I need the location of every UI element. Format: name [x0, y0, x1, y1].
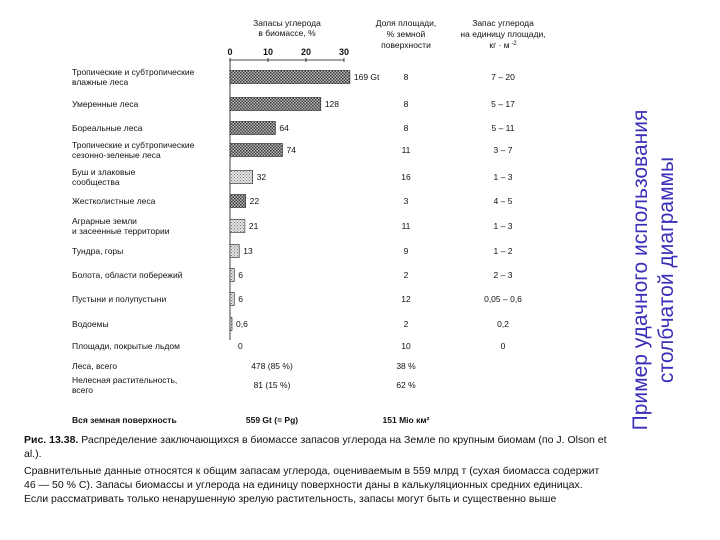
x-tick-label: 10: [262, 47, 274, 57]
figure-label: Рис. 13.38.: [24, 434, 79, 446]
row-label: Тропические и субтропические: [72, 140, 195, 150]
bar-value-label: 32: [256, 172, 267, 182]
bar-value-label: 6: [238, 294, 243, 304]
carbon-bar: [230, 318, 232, 331]
area-share-header: поверхности: [381, 40, 431, 50]
bar-value-label: 74: [286, 145, 296, 155]
carbon-density-value: 1 – 2: [493, 246, 513, 256]
side-title-line-1: Пример удачного использования: [629, 109, 652, 431]
row-label: влажные леса: [72, 77, 129, 87]
x-tick-label: 30: [338, 47, 350, 57]
slide-side-title: [628, 10, 688, 530]
bar-value-label: 0,6: [236, 319, 248, 329]
summary-area-share: 38 %: [396, 361, 416, 371]
carbon-density-value: 5 – 17: [491, 99, 515, 109]
row-label: Жестколистные леса: [72, 196, 156, 206]
area-share-header: Доля площади,: [375, 18, 437, 28]
figure-caption: [24, 433, 609, 509]
summary-carbon: 81 (15 %): [253, 380, 291, 390]
area-share-value: 8: [403, 99, 409, 109]
carbon-density-value: 0: [500, 341, 506, 351]
carbon-density-value: 2 – 3: [493, 270, 513, 280]
side-title-line-2: столбчатой диаграммы: [655, 156, 678, 384]
carbon-bar: [230, 98, 321, 111]
carbon-density-value: 0,2: [497, 319, 509, 329]
row-label: Аграрные земли: [72, 216, 137, 226]
row-label: Болота, области побережий: [72, 270, 183, 280]
carbon-bar: [230, 71, 350, 84]
row-label: Тундра, горы: [72, 246, 124, 256]
area-share-header: % земной: [386, 29, 426, 39]
figure-title: Распределение заключающихся в биомассе запасов углерода на Земле по крупным биомам (по J. Olson et al.).: [24, 434, 607, 460]
summary-area-share: 62 %: [396, 380, 416, 390]
carbon-bar: [230, 122, 275, 135]
carbon-density-value: 0,05 – 0,6: [484, 294, 522, 304]
area-share-value: 11: [401, 221, 411, 231]
area-share-value: 3: [403, 196, 409, 206]
axis-title: в биомассе, %: [258, 28, 316, 38]
summary-label: Вся земная поверхность: [72, 415, 177, 425]
bar-value-label: 22: [249, 196, 260, 206]
area-share-value: 11: [401, 145, 411, 155]
bar-value-label: 0: [238, 341, 243, 351]
area-share-value: 9: [403, 246, 409, 256]
area-share-value: 12: [401, 294, 411, 304]
carbon-bar: [230, 171, 253, 184]
row-label: Тропические и субтропические: [72, 67, 195, 77]
carbon-bar: [230, 245, 239, 258]
x-tick-label: 0: [227, 47, 233, 57]
summary-carbon: 559 Gt (= Pg): [245, 415, 299, 425]
carbon-density-header: Запас углерода: [472, 18, 534, 28]
axis-title: Запасы углерода: [253, 18, 321, 28]
carbon-bar: [230, 220, 245, 233]
summary-label: Леса, всего: [72, 361, 118, 371]
row-label: Пустыни и полупустыни: [72, 294, 167, 304]
bar-value-label: 64: [279, 123, 289, 133]
bar-value-label: 128: [324, 99, 340, 109]
carbon-density-header: кг · м $^{-2}$: [489, 40, 517, 50]
row-label: сезонно-зеленые леса: [72, 150, 161, 160]
carbon-density-value: 1 – 3: [493, 221, 513, 231]
summary-label: Нелесная растительность,: [72, 375, 178, 385]
summary-label: всего: [72, 385, 94, 395]
carbon-bar: [230, 269, 234, 282]
bar-value-label: 21: [248, 221, 259, 231]
carbon-density-header: на единицу площади,: [460, 29, 546, 39]
area-share-value: 2: [403, 270, 409, 280]
carbon-density-value: 1 – 3: [493, 172, 513, 182]
carbon-density-value: 4 – 5: [493, 196, 513, 206]
row-label: Бореальные леса: [72, 123, 143, 133]
figure-note: Сравнительные данные относятся к общим запасам углерода, оцениваемым в 559 млрд т (сухая биомасса содержит 46 — 50 % С). Запасы биомассы и углерода на единицу поверхности даны в калькуляционных средних единицах. Если рассматривать только ненарушенную зрелую растительность, запасы могут быть и существенно выше: [24, 465, 600, 505]
summary-area-share: 151 Mio км²: [382, 415, 430, 425]
carbon-density-value: 3 – 7: [493, 145, 513, 155]
row-label: Умеренные леса: [72, 99, 139, 109]
carbon-bar: [230, 293, 234, 306]
row-label: Площади, покрытые льдом: [72, 341, 180, 351]
area-share-value: 16: [401, 172, 411, 182]
carbon-density-value: 7 – 20: [491, 72, 515, 82]
carbon-bar: [230, 195, 246, 208]
area-share-value: 2: [403, 319, 409, 329]
carbon-bar: [230, 144, 283, 157]
bar-value-label: 13: [243, 246, 253, 256]
row-label: сообщества: [72, 177, 120, 187]
area-share-value: 8: [403, 123, 409, 133]
area-share-value: 10: [401, 341, 411, 351]
area-share-value: 8: [403, 72, 409, 82]
row-label: Буш и злаковые: [72, 167, 136, 177]
bar-value-label: 6: [238, 270, 243, 280]
row-label: и засеенные территории: [72, 226, 170, 236]
carbon-density-value: 5 – 11: [491, 123, 515, 133]
row-label: Водоемы: [72, 319, 109, 329]
bar-value-label: 169 Gt: [353, 72, 380, 82]
x-tick-label: 20: [300, 47, 312, 57]
summary-carbon: 478 (85 %): [251, 361, 293, 371]
